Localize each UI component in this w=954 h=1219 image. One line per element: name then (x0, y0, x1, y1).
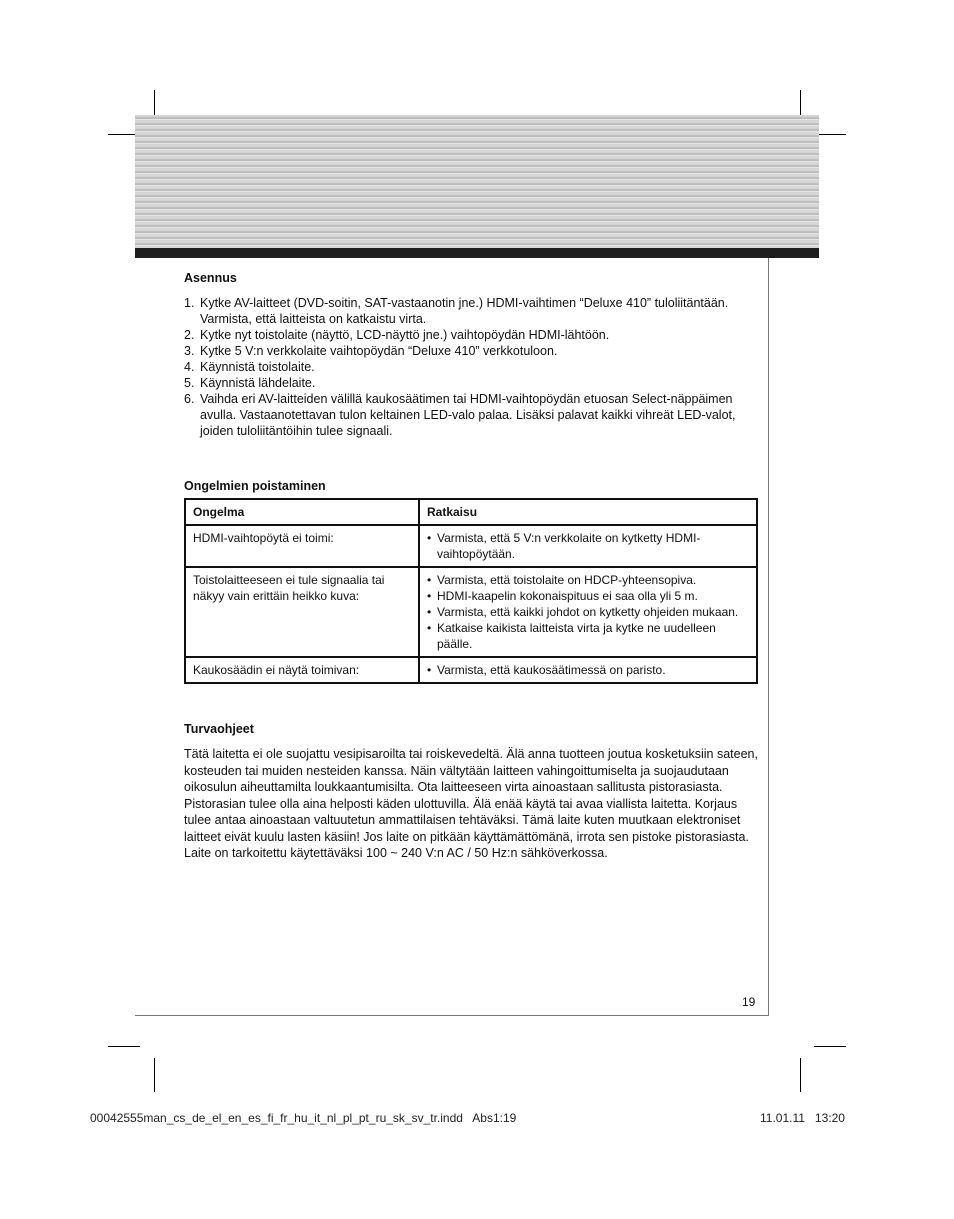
table-row (185, 657, 757, 683)
bullet-icon: • (427, 531, 432, 545)
installation-steps (184, 295, 759, 439)
page-bottom-rule (135, 1015, 769, 1016)
list-item (184, 375, 759, 391)
page-number: 19 (742, 995, 756, 1009)
crop-mark-bottom-left-horizontal (108, 1046, 140, 1047)
header-texture-band (135, 115, 819, 250)
step-number: 3. (184, 344, 195, 358)
step-text: Käynnistä lähdelaite. (200, 376, 316, 390)
step-text: Vaihda eri AV-laitteiden välillä kaukosäätimen tai HDMI-vaihtopöydän etuosan Select-näppäimen avulla. Vastaanotettavan tulon keltainen LED-valo palaa. Lisäksi palavat kaikki vihreät LED-valot, joiden tuloliitäntöihin tulee signaali. (200, 392, 736, 438)
crop-mark-bottom-left-vertical (154, 1058, 155, 1092)
step-number: 6. (184, 392, 195, 406)
solution-item (427, 572, 749, 588)
table-row (185, 525, 757, 567)
troubleshooting-heading: Ongelmien poistaminen (184, 479, 326, 493)
list-item (184, 327, 759, 343)
problem-cell: HDMI-vaihtopöytä ei toimi: (185, 525, 419, 567)
list-item (184, 391, 759, 439)
solution-text: Varmista, että 5 V:n verkkolaite on kytketty HDMI-vaihtopöytään. (437, 531, 701, 561)
solution-text: Katkaise kaikista laitteista virta ja kytke ne uudelleen päälle. (437, 621, 716, 651)
solution-text: HDMI-kaapelin kokonaispituus ei saa olla yli 5 m. (437, 589, 698, 603)
solution-item (427, 588, 749, 604)
troubleshooting-table (184, 498, 758, 684)
solution-cell (419, 657, 757, 683)
bullet-icon: • (427, 573, 432, 587)
bullet-icon: • (427, 621, 432, 635)
solution-item (427, 604, 749, 620)
bullet-icon: • (427, 605, 432, 619)
step-text: Kytke 5 V:n verkkolaite vaihtopöydän “Deluxe 410” verkkotuloon. (200, 344, 558, 358)
column-header-solution: Ratkaisu (419, 499, 757, 525)
step-text: Kytke nyt toistolaite (näyttö, LCD-näyttö jne.) vaihtopöydän HDMI-lähtöön. (200, 328, 610, 342)
solution-text: Varmista, että kaikki johdot on kytketty ohjeiden mukaan. (437, 605, 739, 619)
solution-text: Varmista, että kaukosäätimessä on paristo. (437, 663, 666, 677)
bullet-icon: • (427, 663, 432, 677)
step-text: Kytke AV-laitteet (DVD-soitin, SAT-vastaanotin jne.) HDMI-vaihtimen “Deluxe 410” tuloliitäntään. Varmista, että laitteista on katkaistu virta. (200, 296, 729, 326)
bullet-icon: • (427, 589, 432, 603)
step-number: 4. (184, 360, 195, 374)
solution-cell (419, 525, 757, 567)
column-header-problem: Ongelma (185, 499, 419, 525)
footer-file-info: 00042555man_cs_de_el_en_es_fi_fr_hu_it_nl_pl_pt_ru_sk_sv_tr.indd Abs1:19 (90, 1111, 517, 1125)
step-number: 1. (184, 296, 195, 310)
safety-heading: Turvaohjeet (184, 722, 254, 736)
safety-text: Tätä laitetta ei ole suojattu vesipisaroilta tai roiskevedeltä. Älä anna tuotteen joutua kosketuksiin sateen, kosteuden tai muiden nesteiden kanssa. Näin vältytään laitteen vahingoittumiselta ja suojaudutaan oikosulun aiheuttamilta loukkaantumisilta. Ota laitteeseen virta ainoastaan sallitusta pistorasiasta. Pistorasian tulee olla aina helposti käden ulottuvilla. Älä enää käytä tai avaa viallista laitetta. Korjaus tulee antaa ainoastaan valtuutetun ammattilaisen tehtäväksi. Tämä laite kuten muutkaan elektroniset laitteet eivät kuulu lasten käsiin! Jos laite on pitkään käyttämättömänä, irrota sen pistoke pistorasiasta. Laite on tarkoitettu käytettäväksi 100 ~ 240 V:n AC / 50 Hz:n sähköverkossa. (184, 747, 758, 860)
step-number: 5. (184, 376, 195, 390)
problem-cell: Kaukosäädin ei näytä toimivan: (185, 657, 419, 683)
crop-mark-bottom-right-horizontal (814, 1046, 846, 1047)
table-row (185, 567, 757, 657)
installation-heading: Asennus (184, 271, 237, 285)
list-item (184, 359, 759, 375)
step-number: 2. (184, 328, 195, 342)
solution-text: Varmista, että toistolaite on HDCP-yhteensopiva. (437, 573, 697, 587)
solution-cell (419, 567, 757, 657)
step-text: Käynnistä toistolaite. (200, 360, 315, 374)
solution-item (427, 530, 749, 562)
solution-item (427, 662, 749, 678)
table-header-row (185, 499, 757, 525)
problem-cell: Toistolaitteeseen ei tule signaalia tai näkyy vain erittäin heikko kuva: (185, 567, 419, 657)
page-content (184, 271, 759, 862)
solution-item (427, 620, 749, 652)
page-side-rule (768, 258, 769, 1016)
list-item (184, 343, 759, 359)
crop-mark-bottom-right-vertical (800, 1058, 801, 1092)
list-item (184, 295, 759, 327)
header-dark-bar (135, 248, 819, 258)
footer-datetime: 11.01.11 13:20 (760, 1111, 845, 1125)
